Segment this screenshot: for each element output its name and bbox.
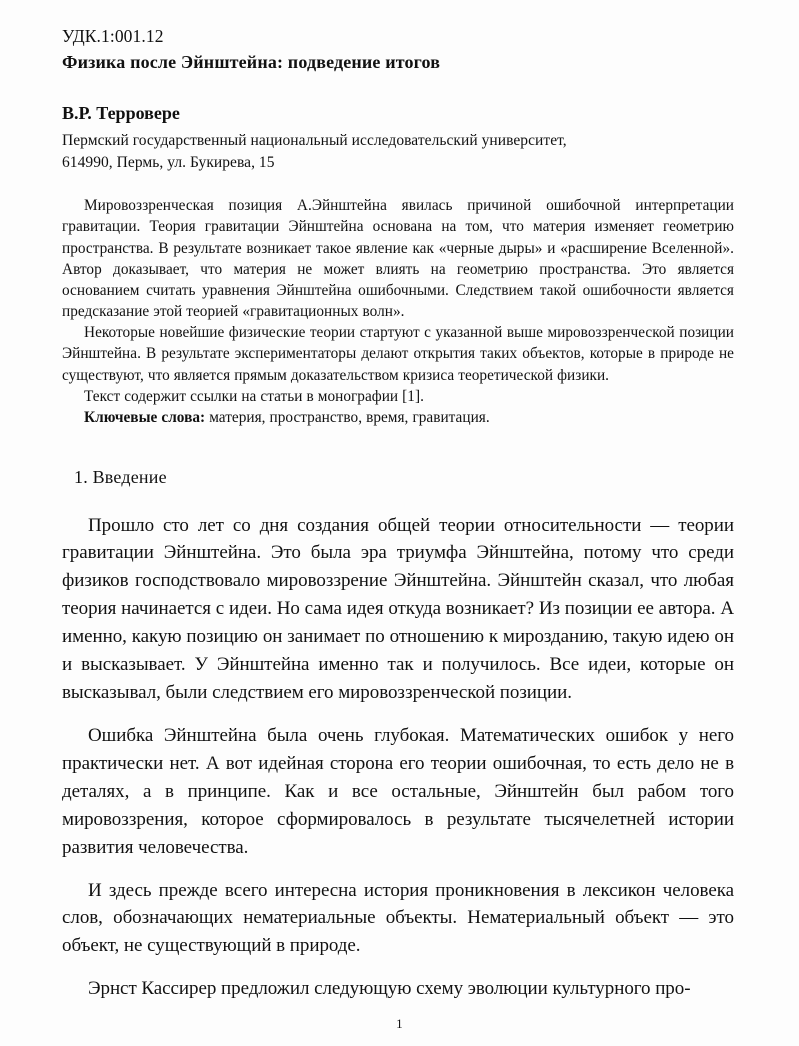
section-heading-introduction: 1. Введение — [74, 467, 167, 488]
author-name: В.Р. Терровере — [62, 103, 180, 124]
abstract-block — [62, 195, 734, 428]
abstract-paragraph-2: Некоторые новейшие физические теории стартуют с указанной выше мировоззренческой позиции Эйнштейна. В результате экспериментаторы делают открытия таких объектов, которые в природе не существуют, что является прямым доказательством кризиса теоретической физики. — [62, 324, 734, 384]
udk-classifier: УДК.1:001.12 — [62, 26, 164, 46]
page-content — [62, 26, 734, 1003]
body-paragraph: И здесь прежде всего интересна история проникновения в лексикон человека слов, обозначающих нематериальные объекты. Нематериальный объект — это объект, не существующий в природе. — [62, 879, 734, 957]
keywords-value: материя, пространство, время, гравитация. — [205, 408, 490, 426]
page-number: 1 — [396, 1016, 403, 1031]
section-body-introduction — [62, 512, 734, 1004]
keywords-line — [62, 407, 734, 428]
body-paragraph: Ошибка Эйнштейна была очень глубокая. Математических ошибок у него практически нет. А вот идейная сторона его теории ошибочная, то есть дело не в деталях, а в принципе. Как и все остальные, Эйнштейн был рабом того мировоззрения, которое сформировалось в результате тысячелетней истории развития человечества. — [62, 724, 734, 858]
keywords-label: Ключевые слова: — [84, 408, 206, 426]
body-paragraph: Эрнст Кассирер предложил следующую схему эволюции культурного про- — [88, 978, 691, 1000]
affiliation-institution: Пермский государственный национальный исследовательский университет, — [62, 131, 567, 149]
body-paragraph: Прошло сто лет со дня создания общей теории относительности — теории гравитации Эйнштейна. Это была эра триумфа Эйнштейна, потому что среди физиков господствовало мировоззрение Эйнштейна. Эйнштейн сказал, что любая теория начинается с идеи. Но сама идея откуда возникает? Из позиции ее автора. А именно, какую позицию он занимает по отношению к мирозданию, такую идею он и высказывает. У Эйнштейна именно так и получилось. Все идеи, которые он высказывал, были следствием его мировоззренческой позиции. — [62, 514, 734, 704]
abstract-paragraph-1: Мировоззренческая позиция А.Эйнштейна явилась причиной ошибочной интерпретации гравитации. Теория гравитации Эйнштейна основана на том, что материя изменяет геометрию пространства. В результате возникает такое явление как «черные дыры» и «расширение Вселенной». Автор доказывает, что материя не может влиять на геометрию пространства. Это является основанием считать уравнения Эйнштейна ошибочными. Следствием такой ошибочности является предсказание этой теорией «гравитационных волн». — [62, 197, 734, 321]
affiliation-address: 614990, Пермь, ул. Букирева, 15 — [62, 154, 275, 172]
abstract-reference-note: Текст содержит ссылки на статьи в монографии [1]. — [84, 387, 424, 405]
page-title: Физика после Эйнштейна: подведение итогов — [62, 51, 441, 72]
